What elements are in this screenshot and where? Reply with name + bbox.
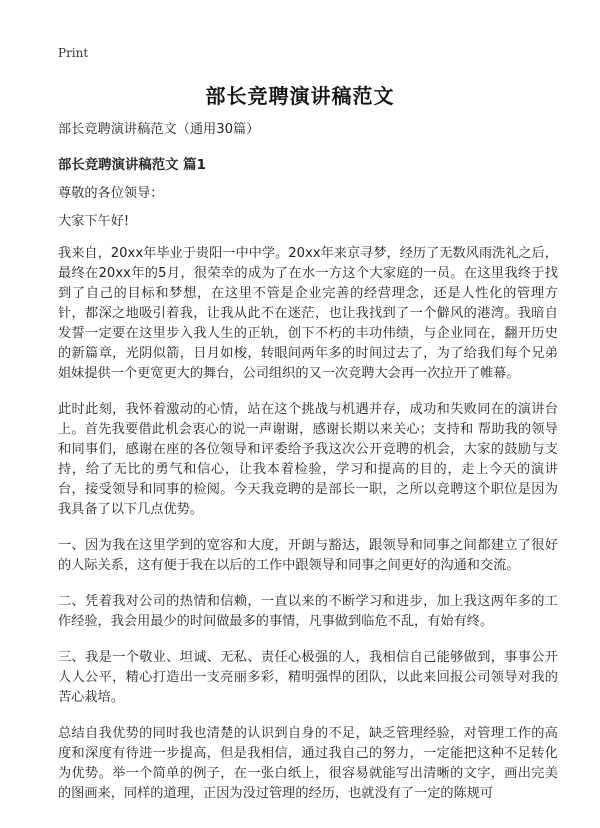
section-heading: 部长竞聘演讲稿范文 篇1	[58, 158, 206, 173]
greeting: 大家下午好!	[58, 214, 130, 229]
paragraph-gratitude: 此时此刻，我怀着激动的心情，站在这个挑战与机遇并存，成功和失败同在的演讲台上。首先我要借此机会衷心的说一声谢谢，感谢长期以来关心；支持和 帮助我的领导和同事们，感谢在座的各位领导和评委给予我这次公开竞聘的机会，大家的鼓励与支持，给了无比的勇气和信心，让我本着检验，学习和提高的目的，走上今天的演讲台，接受领导和同事的检阅。今天我竞聘的是部长一职，之所以竞聘这个职位是因为我具备了以下几点优势。	[58, 402, 558, 517]
paragraph-advantage-1: 一、因为我在这里学到的宽容和大度，开朗与豁达，跟领导和同事之间都建立了很好的人际关系，这有便于我在以后的工作中跟领导和同事之间更好的沟通和交流。	[58, 538, 558, 573]
salutation: 尊敬的各位领导：	[58, 186, 164, 201]
paragraph-summary: 总结自我优势的同时我也清楚的认识到自身的不足，缺乏管理经验，对管理工作的高度和深度有待进一步提高，但是我相信，通过我自己的努力，一定能把这种不足转化为优势。举一个简单的例子，在一张白纸上，很容易就能写出清晰的文字，画出完美的图画来，同样的道理，正因为没过管理的经历，也就没有了一定的陈规可	[58, 726, 558, 801]
paragraph-intro: 我来自，20xx年毕业于贵阳一中中学。20xx年来京寻梦，经历了无数风雨洗礼之后，最终在20xx年的5月，很荣幸的成为了在水一方这个大家庭的一员。在这里我终于找到了自己的目标和梦想，在这里不管是企业完善的经营理念，还是人性化的管理方针，都深之地吸引着我，让我从此不在迷茫，也让我找到了一个僻风的港湾。我暗自发誓一定要在这里步入我人生的正轨，创下不朽的丰功伟绩，与企业同在，翻开历史的新篇章，光阴似箭，日月如梭，转眼间两年多的时间过去了，为了给我们每个兄弟姐妹提供一个更宽更大的舞台，公司组织的又一次竞聘大会再一次拉开了帷幕。	[58, 246, 558, 381]
paragraph-advantage-2: 二、凭着我对公司的热情和信赖，一直以来的不断学习和进步，加上我这两年多的工作经验，我会用最少的时间做最多的事情，凡事做到临危不乱，有始有终。	[58, 594, 558, 629]
document-body	[58, 120, 558, 820]
paragraph-advantage-3: 三、我是一个敬业、坦诚、无私、责任心极强的人，我相信自己能够做到，事事公开 人人公平，精心打造出一支亮丽多彩，精明强悍的团队，以此来回报公司领导对我的苦心栽培。	[58, 650, 558, 705]
print-label[interactable]: Print	[58, 46, 89, 60]
document-subtitle: 部长竞聘演讲稿范文（通用30篇）	[58, 122, 260, 137]
page-title: 部长竞聘演讲稿范文	[205, 84, 395, 108]
